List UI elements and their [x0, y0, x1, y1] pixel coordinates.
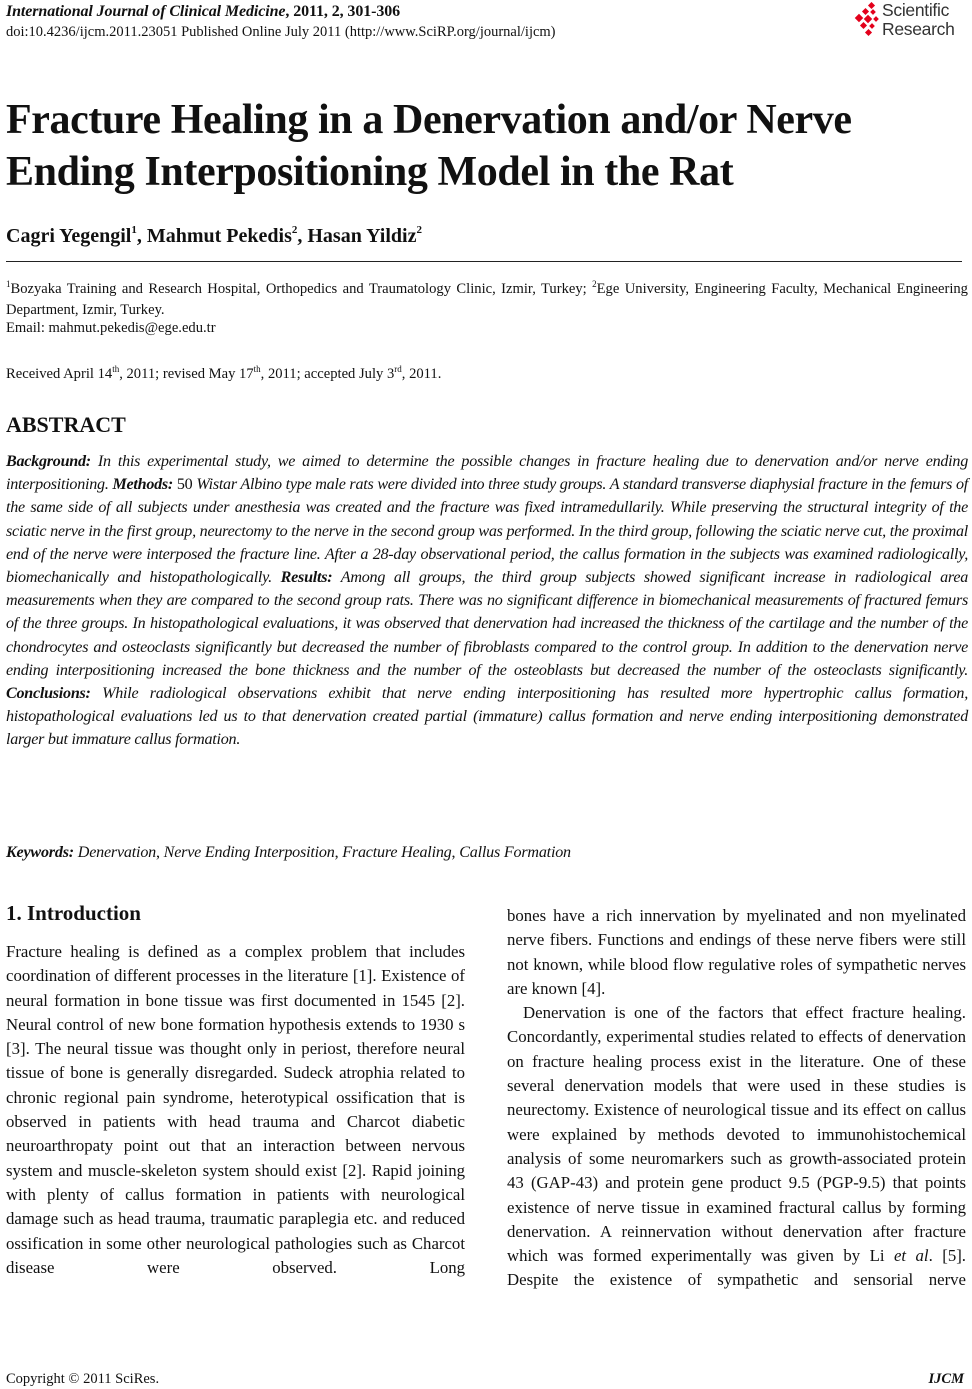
ordinal-suffix: rd — [394, 364, 402, 374]
affiliation-marker: 1 — [131, 224, 137, 236]
author-list: Cagri Yegengil$^1$, Mahmut Pekedis$^2$, Hasan Yildiz$^2$ — [6, 224, 422, 247]
ordinal-suffix: th — [112, 364, 120, 374]
contact-email[interactable]: Email: mahmut.pekedis@ege.edu.tr — [6, 320, 216, 336]
logo-text — [882, 1, 955, 39]
intro-paragraph-2: bones have a rich innervation by myelinated and non myelinated nerve fibers. Functions and endings of these nerve fibers were still not known, while blood flow regulative roles of sympathetic nerves are known [4]. — [507, 906, 966, 998]
affiliation-marker: 1 — [6, 279, 11, 289]
doi-line: doi:10.4236/ijcm.2011.23051 Published Online July 2011 (http://www.SciRP.org/journal/ijcm) — [6, 24, 556, 40]
journal-citation — [6, 3, 400, 21]
keyword: Nerve Ending Interposition — [163, 844, 335, 861]
publisher-logo — [852, 0, 972, 44]
keyword: Callus Formation — [459, 844, 571, 861]
et-al-text: et al — [893, 1246, 929, 1266]
affiliation-1: Bozyaka Training and Research Hospital, Orthopedics and Traumatology Clinic, Izmir, Turkey; — [10, 281, 593, 297]
affiliation-marker: 2 — [592, 279, 597, 289]
methods-number: 50 — [173, 476, 193, 494]
abstract-body — [6, 450, 968, 752]
ordinal-suffix: th — [253, 364, 261, 374]
journal-volume: , 2011, 2, 301-306 — [285, 3, 401, 20]
conclusions-label: Conclusions: — [6, 685, 91, 703]
intro-paragraph-1: Fracture healing is defined as a complex problem that includes coordination of different processes in the literature [1]. Existence of neural formation in bone tissue was first documented in 1545 [2]. Neural control of new bone formation hypothesis extends to 1930 s [3]. The neural tissue was thought only in periost, therefore neural tissue of bone is generally disregarded. Sudeck atrophia related to chronic regional pain syndrome, heterotypical ossification that is observed in patients with head trauma and Charcot diabetic neuroarthropaty point out that an interaction between nervous system and muscle-skeleton system should exist [2]. Rapid joining with plenty of callus formation in patients with neurological damage such as head trauma, traumatic paraplegia etc. and reduced ossification in some other neurological pathologies such as Charcot disease were observed. Long — [6, 942, 465, 1277]
year-text: , 2011. — [401, 366, 442, 382]
diamond-cluster-icon — [852, 2, 882, 38]
header-divider — [6, 261, 962, 262]
received-text: Received April 14 — [6, 366, 113, 382]
methods-text: Wistar Albino type male rats were divided into three study groups. A standard transverse diaphysial fracture in the femurs of the same side of all subjects under anesthesia was created and the fracture was fixed intramedullarily. While preserving the structural integrity of the sciatic nerve in the first group, neurectomy to the nerve in the second group was performed. In the third group, following the sciatic nerve cut, the proximal end of the nerve were interposed the fracture line. After a 28-day observational period, the callus formation in the subjects was examined radiologically, biomechanically and histopathologically. — [6, 476, 968, 587]
background-label: Background: — [6, 453, 91, 470]
affiliation-2: Ege University, Engineering Faculty, Mechanical Engineering Department, Izmir, Turkey. — [6, 281, 968, 318]
paragraph-text: . [5]. Despite the existence of sympathetic and sensorial nerve — [507, 1246, 966, 1290]
revised-text: , 2011; revised May 17 — [119, 366, 254, 382]
left-column — [6, 940, 465, 1280]
author-name: Hasan Yildiz — [307, 225, 417, 247]
keywords-label: Keywords: — [6, 844, 74, 861]
author-name: Mahmut Pekedis — [146, 225, 292, 247]
results-text: Among all groups, the third group subjects showed significant increase in radiological area measurements when they are compared to the second group rats. There was no significant difference in biomechanical measurements of fractured femurs of the three groups. In histopathological evaluations, it was observed that denervation had increased the thickness of the cartilage and the number of the chondrocytes and osteoclasts significantly but decreased the number of fibroblasts compared to the control group. In addition to the denervation nerve ending interpositioning increased the bone thickness and the number of the osteoblasts but decreased the number of the osteoclasts significantly. — [6, 569, 969, 679]
author-name: Cagri Yegengil — [6, 225, 132, 247]
keyword: Denervation — [77, 844, 157, 861]
journal-abbreviation: IJCM — [928, 1371, 964, 1387]
affiliation-marker: 2 — [416, 224, 422, 236]
intro-paragraph-3 — [507, 1001, 966, 1293]
right-column — [507, 904, 966, 1293]
copyright-notice: Copyright © 2011 SciRes. — [6, 1371, 160, 1387]
results-label: Results: — [280, 569, 333, 587]
conclusions-text: While radiological observations exhibit that nerve ending interpositioning has resulted more hypertrophic callus formation, histopathological evaluations led us to that denervation created partial (immature) callus formation and nerve ending interpositioning demonstrated larger but immature callus formation. — [6, 685, 968, 749]
methods-label: Methods: — [112, 476, 174, 494]
affiliation-marker: 2 — [291, 224, 298, 236]
paragraph-text: Denervation is one of the factors that effect fracture healing. Concordantly, experimental studies related to effects of denervation on fracture healing process exist in the literature. One of these several denervation models that were used in these studies is neurectomy. Existence of neurological tissue and its effect on callus were explained by methods devoted to immunohistochemical analysis of some neuromarkers such as growth-associated protein 43 (GAP-43) and protein gene product 9.5 (PGP-9.5) that points existence of nerve tissue in examined fractural callus by forming denervation. A reinnervation without denervation after fracture which was formed experimentally was given by Li — [507, 1003, 966, 1266]
keyword: Fracture Healing — [342, 844, 452, 861]
logo-line-2: Research — [882, 19, 955, 39]
logo-line-1: Scientific — [882, 0, 950, 20]
background-text: In this experimental study, we aimed to determine the possible changes in fracture healing due to denervation and/or nerve ending interpositioning. — [6, 453, 968, 494]
affiliations — [6, 274, 968, 321]
accepted-text: , 2011; accepted July 3 — [260, 366, 395, 382]
keywords: Keywords: Denervation, Nerve Ending Interposition, Fracture Healing, Callus Formation — [6, 844, 571, 861]
journal-name: International Journal of Clinical Medicine — [6, 3, 286, 20]
article-title: Fracture Healing in a Denervation and/or Nerve Ending Interpositioning Model in the Rat — [6, 97, 852, 195]
received-dates — [6, 364, 441, 383]
section-heading-introduction: 1. Introduction — [6, 901, 141, 925]
abstract-heading: ABSTRACT — [6, 412, 126, 437]
